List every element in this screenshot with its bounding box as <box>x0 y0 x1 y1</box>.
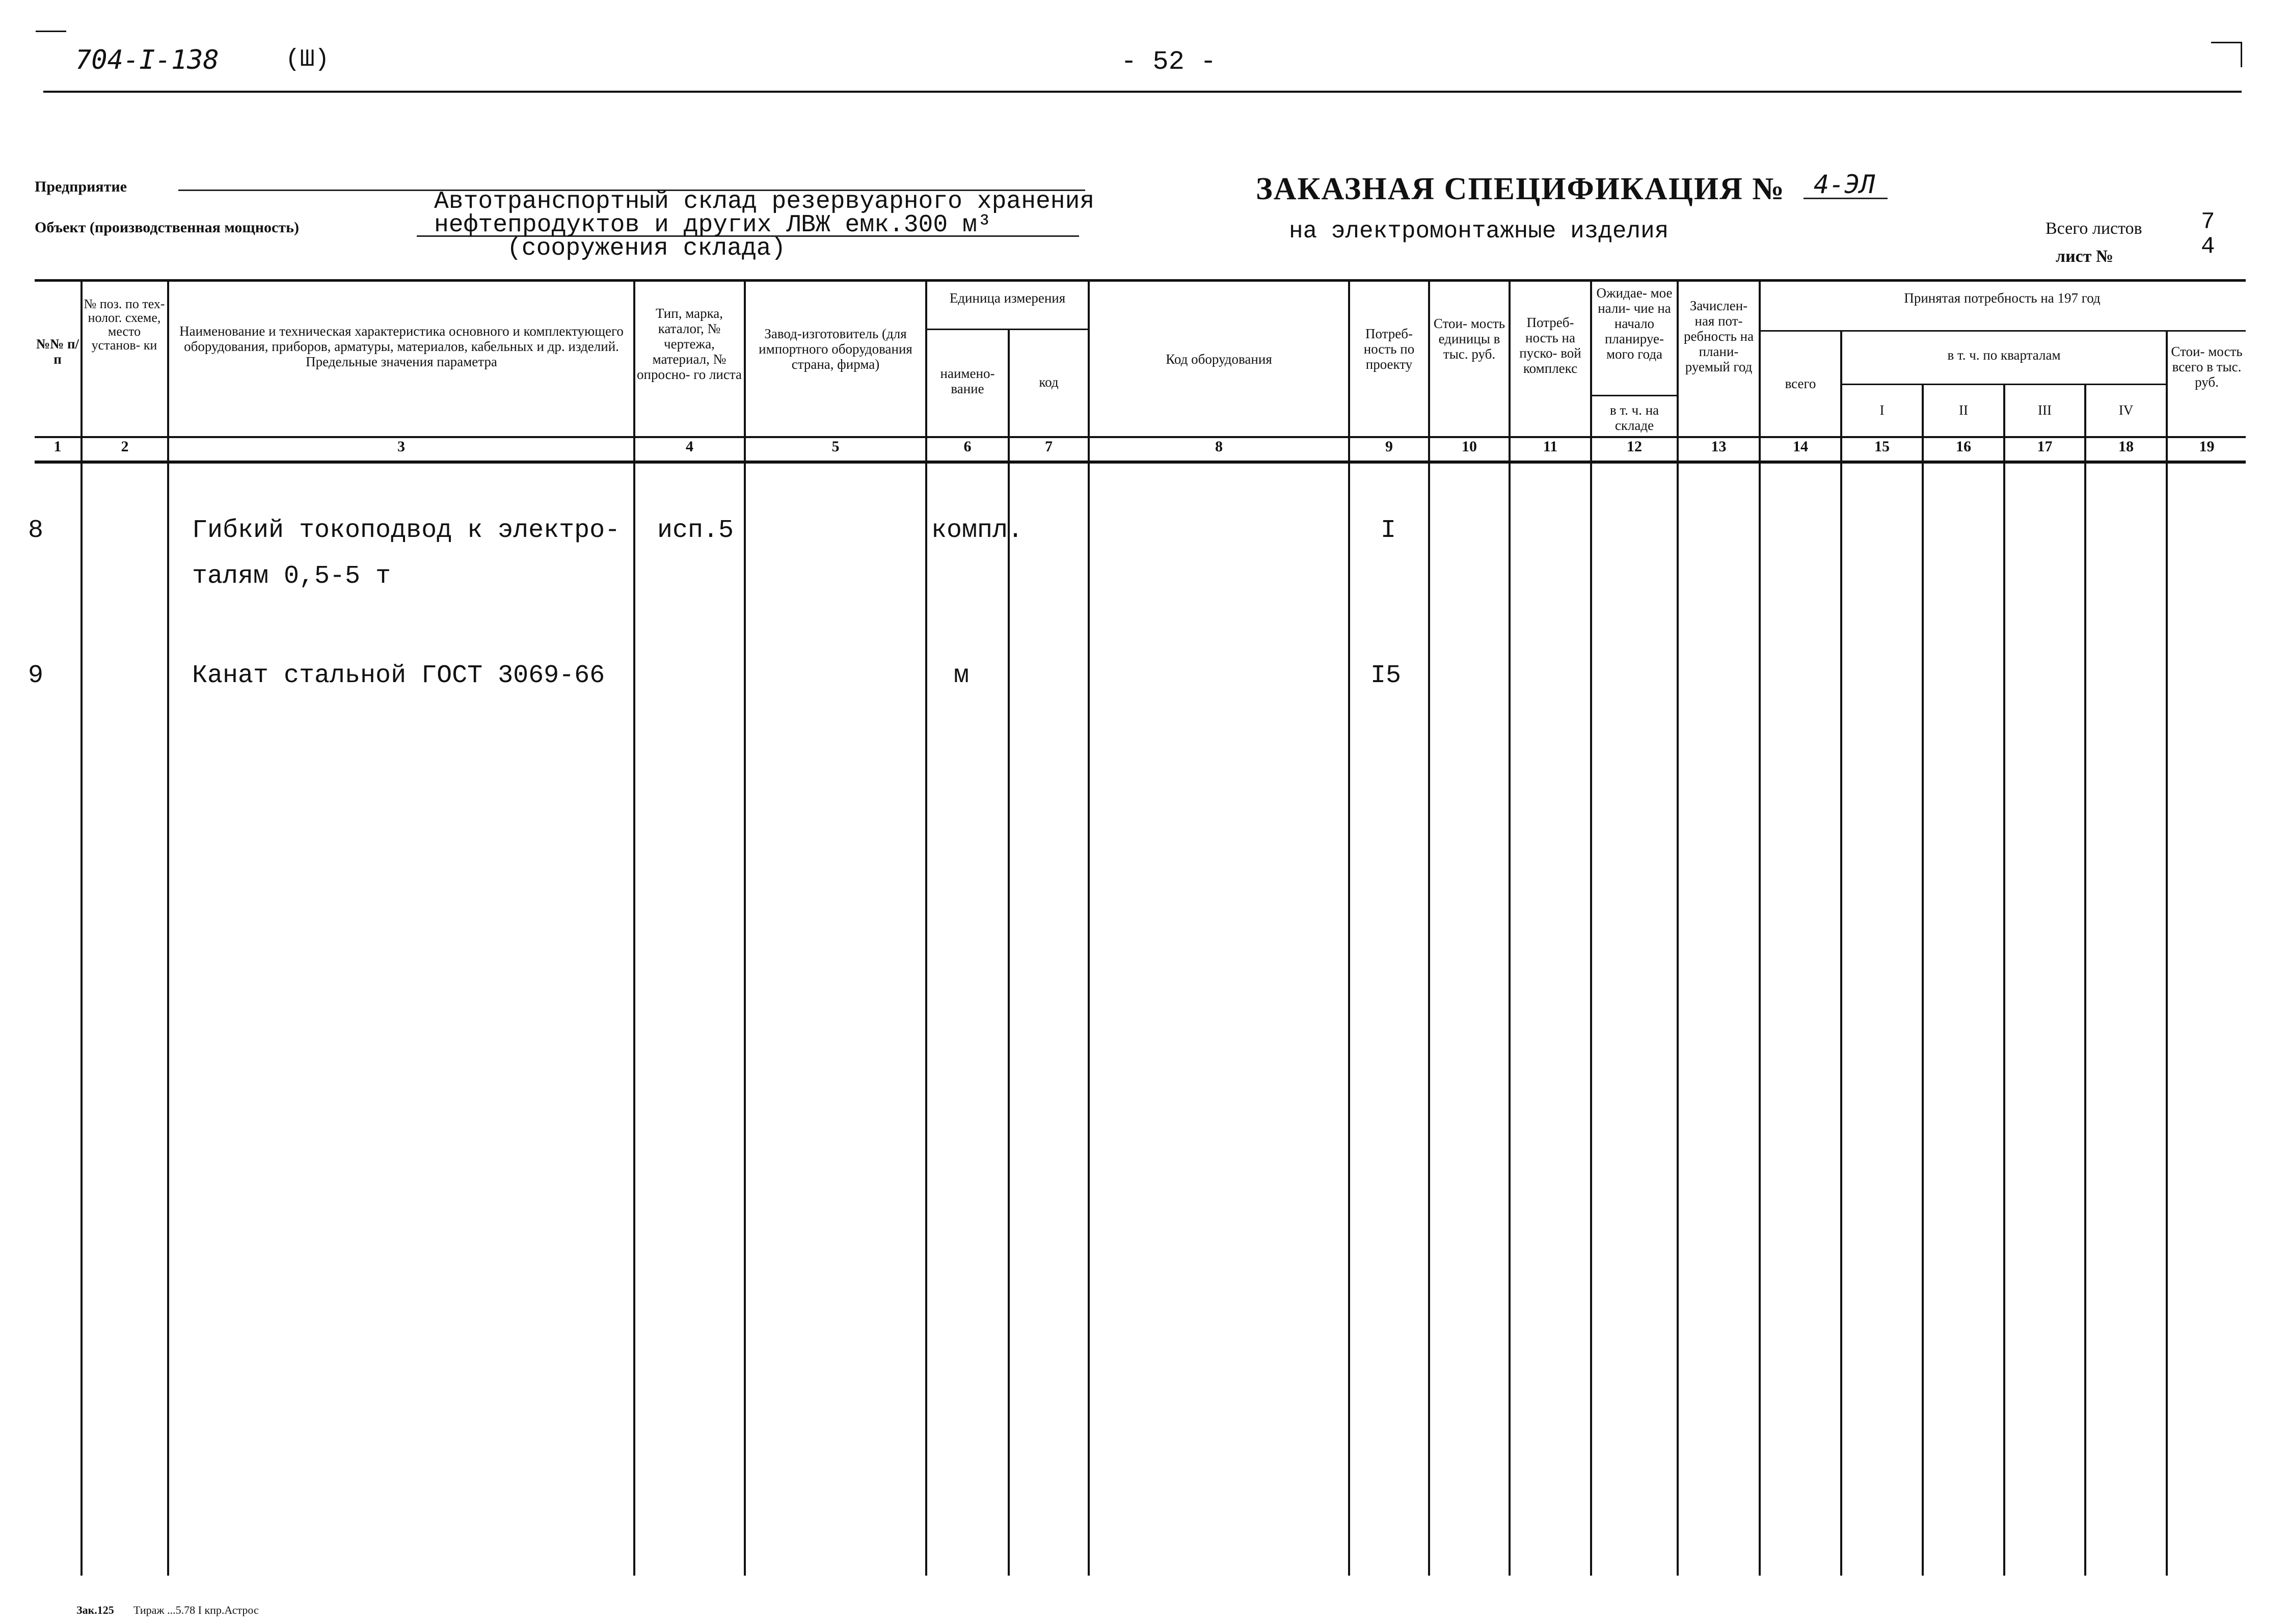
item-name-line-2: талям 0,5-5 т <box>192 562 391 591</box>
corner-mark-right <box>2211 42 2242 43</box>
printing-order: Зак.125 <box>76 1604 114 1616</box>
item-name-line-1: Канат стальной ГОСТ 3069-66 <box>192 661 605 690</box>
spec-number: 4-ЭЛ <box>1814 170 1875 199</box>
item-unit: м <box>954 661 970 690</box>
col-header-12-sub: в т. ч. на складе <box>1609 402 1659 433</box>
object-line-3: (сооружения склада) <box>507 235 786 262</box>
total-sheets-value: 7 <box>2201 209 2215 235</box>
object-line-2: нефтепродуктов и других ЛВЖ емк.300 м³ <box>434 211 992 239</box>
col-number-17: 17 <box>2037 438 2053 455</box>
enterprise-label: Предприятие <box>35 178 127 195</box>
col-header-5: Завод-изготовитель (для импортного оборудования страна, фирма) <box>759 326 912 372</box>
quarters-group-header: в т. ч. по кварталам <box>1947 347 2061 363</box>
quarter-4-header: IV <box>2118 402 2134 418</box>
col-number-2: 2 <box>121 438 129 455</box>
unit-group-header: Единица измерения <box>949 290 1066 306</box>
col-header-19: Стои- мость всего в тыс. руб. <box>2171 344 2243 390</box>
col-number-7: 7 <box>1045 438 1053 455</box>
col-header-14: всего <box>1785 376 1816 391</box>
col-number-10: 10 <box>1462 438 1477 455</box>
col-header-2: № поз. по тех- нолог. схеме, место установ- ки <box>84 296 165 353</box>
col-header-3: Наименование и техническая характеристика основного и комплектующего оборудования, приборов, арматуры, материалов, кабельных и др. изделий. Предельные значения параметра <box>179 323 624 369</box>
item-quantity: I <box>1381 516 1396 545</box>
col-number-4: 4 <box>686 438 693 455</box>
spec-number-line <box>1804 178 1888 199</box>
col-number-12: 12 <box>1627 438 1642 455</box>
col-number-13: 13 <box>1711 438 1727 455</box>
quarter-2-header: II <box>1959 402 1968 418</box>
album-number: (Ш) <box>285 46 330 73</box>
col-number-16: 16 <box>1956 438 1971 455</box>
col-header-6: наимено- вание <box>940 366 995 396</box>
document-subtitle: на электромонтажные изделия <box>1289 218 1669 245</box>
item-type: исп.5 <box>657 516 734 545</box>
col-number-11: 11 <box>1543 438 1558 455</box>
col-header-12: Ожидае- мое нали- чие на начало планируе- мого года <box>1596 285 1673 362</box>
object-label: Объект (производственная мощность) <box>35 219 299 236</box>
col-number-14: 14 <box>1793 438 1808 455</box>
col-number-8: 8 <box>1215 438 1223 455</box>
col-number-15: 15 <box>1874 438 1890 455</box>
sheet-label: лист № <box>2056 247 2114 266</box>
col-header-11: Потреб- ность на пуско- вой комплекс <box>1519 315 1581 376</box>
col-number-18: 18 <box>2118 438 2134 455</box>
col-header-10: Стои- мость единицы в тыс. руб. <box>1433 316 1505 362</box>
top-rule <box>43 91 2242 93</box>
sheet-value: 4 <box>2201 233 2215 260</box>
col-number-9: 9 <box>1385 438 1393 455</box>
document-title: ЗАКАЗНАЯ СПЕЦИФИКАЦИЯ № <box>1256 172 1785 206</box>
item-unit: компл. <box>931 516 1024 545</box>
row-number: 8 <box>28 516 44 545</box>
col-header-7: код <box>1039 374 1059 390</box>
quarter-1-header: I <box>1879 402 1885 418</box>
col-header-8: Код оборудования <box>1166 351 1272 367</box>
item-name-line-1: Гибкий токоподвод к электро- <box>192 516 621 545</box>
col-header-9: Потреб- ность по проекту <box>1363 326 1415 372</box>
printing-info: Тираж ...5.78 I кпр.Астрос <box>133 1604 259 1616</box>
page-number: - 52 - <box>1121 47 1217 77</box>
object-line-1: Автотранспортный склад резервуарного хранения <box>434 188 1095 215</box>
corner-mark-right-vertical <box>2241 42 2242 67</box>
accepted-group-header: Принятая потребность на 197 год <box>1904 290 2101 306</box>
document-code: 704-I-138 <box>75 45 219 75</box>
col-number-6: 6 <box>963 438 972 455</box>
col-header-13: Зачислен- ная пот- ребность на плани- руемый год <box>1683 298 1754 374</box>
col-number-3: 3 <box>397 438 405 455</box>
col-header-1: №№ п/п <box>36 336 79 367</box>
row-number: 9 <box>28 661 44 690</box>
col-number-5: 5 <box>831 438 840 455</box>
col-number-1: 1 <box>53 438 62 455</box>
col-header-4: Тип, марка, каталог, № чертежа, материал, № опросно- го листа <box>637 306 742 382</box>
col-number-19: 19 <box>2199 438 2215 455</box>
quarter-3-header: III <box>2038 402 2052 418</box>
item-quantity: I5 <box>1370 661 1402 690</box>
corner-mark-left <box>36 31 66 32</box>
total-sheets-label: Всего листов <box>2046 219 2142 238</box>
